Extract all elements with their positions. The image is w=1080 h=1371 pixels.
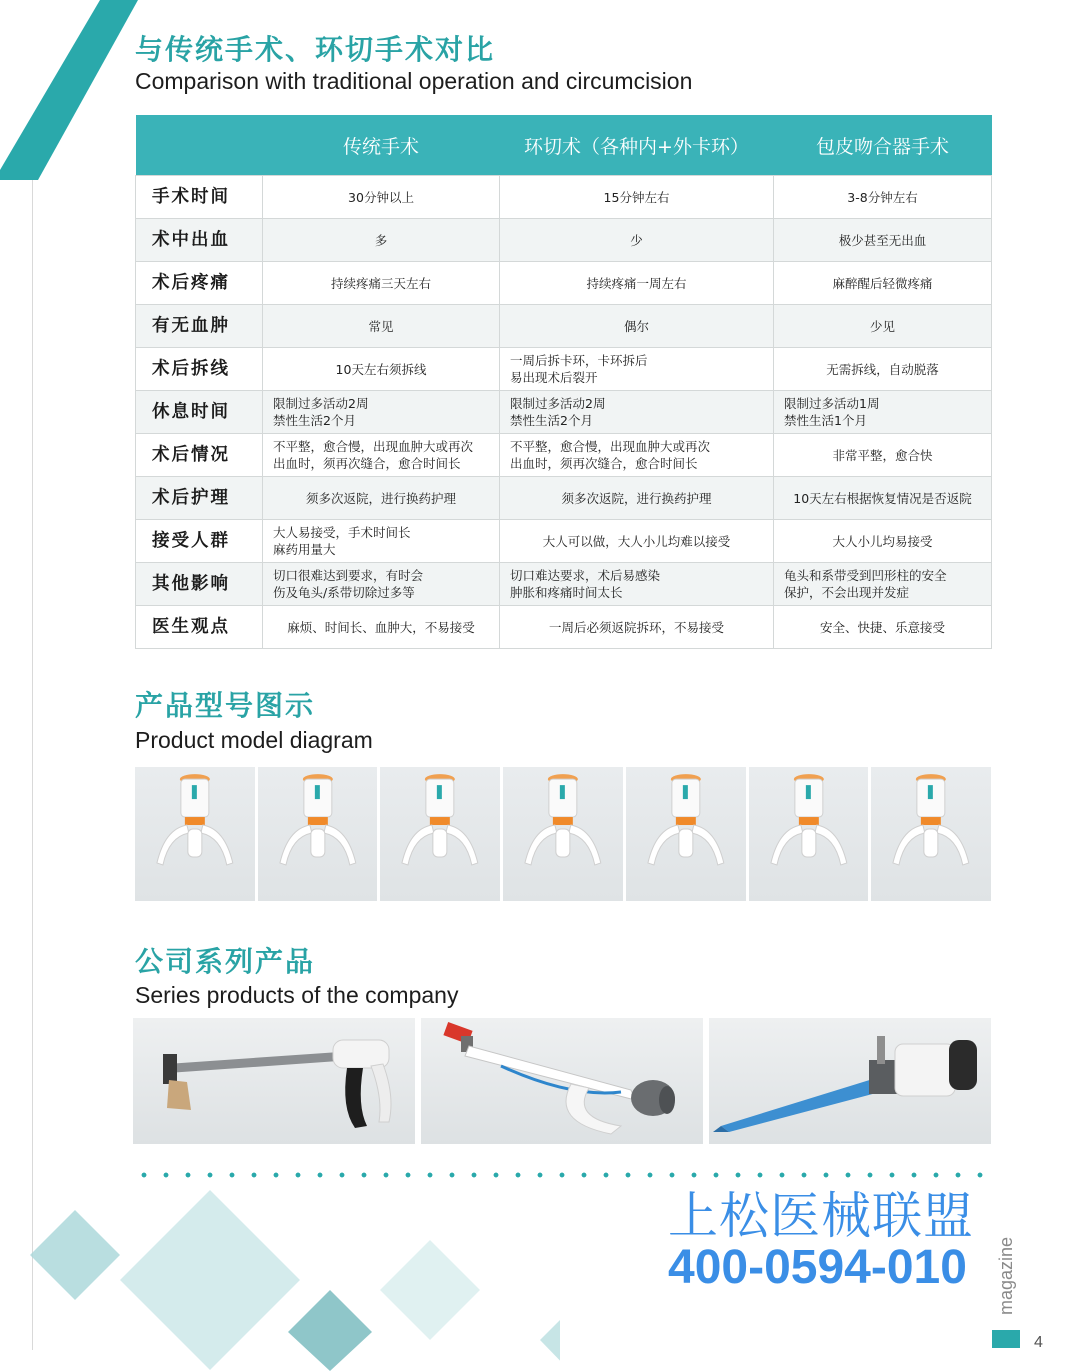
series-title-zh: 公司系列产品	[135, 945, 316, 978]
product-model-strip	[135, 767, 991, 901]
table-cell: 少	[500, 219, 774, 262]
row-label: 休息时间	[136, 391, 263, 434]
table-cell: 非常平整，愈合快	[774, 434, 992, 477]
table-cell: 麻烦、时间长、血肿大，不易接受	[263, 606, 500, 649]
row-label: 术后情况	[136, 434, 263, 477]
table-cell: 安全、快捷、乐意接受	[774, 606, 992, 649]
table-cell: 10天左右须拆线	[263, 348, 500, 391]
table-cell: 须多次返院，进行换药护理	[500, 477, 774, 520]
table-row	[136, 477, 992, 520]
page-number: 4	[1034, 1334, 1043, 1351]
table-cell: 一周后拆卡环，卡环拆后 易出现术后裂开	[500, 348, 774, 391]
row-label: 其他影响	[136, 563, 263, 606]
table-cell: 切口很难达到要求，有时会 伤及龟头/系带切除过多等	[263, 563, 500, 606]
table-cell: 常见	[263, 305, 500, 348]
table-cell: 一周后必须返院拆环，不易接受	[500, 606, 774, 649]
table-cell: 3-8分钟左右	[774, 176, 992, 219]
comparison-table	[135, 115, 992, 649]
product-model-title-en: Product model diagram	[135, 727, 373, 753]
header-traditional: 传统手术	[263, 115, 500, 176]
row-label: 术中出血	[136, 219, 263, 262]
table-cell: 30分钟以上	[263, 176, 500, 219]
row-label: 有无血肿	[136, 305, 263, 348]
table-cell: 不平整，愈合慢，出现血肿大或再次 出血时，须再次缝合，愈合时间长	[500, 434, 774, 477]
table-row	[136, 606, 992, 649]
table-cell: 须多次返院，进行换药护理	[263, 477, 500, 520]
table-cell: 限制过多活动1周 禁性生活1个月	[774, 391, 992, 434]
table-cell: 切口难达要求，术后易感染 肿胀和疼痛时间太长	[500, 563, 774, 606]
header-stapler: 包皮吻合器手术	[774, 115, 992, 176]
watermark-phone: 400-0594-010	[668, 1241, 967, 1294]
left-margin-rule	[32, 180, 33, 1350]
table-cell: 10天左右根据恢复情况是否返院	[774, 477, 992, 520]
table-cell: 偶尔	[500, 305, 774, 348]
table-row	[136, 219, 992, 262]
product-model-title-zh: 产品型号图示	[135, 689, 316, 722]
table-row	[136, 305, 992, 348]
row-label: 术后护理	[136, 477, 263, 520]
table-row	[136, 520, 992, 563]
row-label: 术后疼痛	[136, 262, 263, 305]
header-circumcision: 环切术（各种内+外卡环）	[500, 115, 774, 176]
product-model-photo	[380, 767, 500, 901]
diamond-decoration	[0, 1180, 560, 1371]
curved-stapler-photo	[421, 1018, 703, 1144]
table-cell: 不平整，愈合慢，出现血肿大或再次 出血时，须再次缝合，愈合时间长	[263, 434, 500, 477]
table-cell: 持续疼痛三天左右	[263, 262, 500, 305]
product-model-photo	[258, 767, 378, 901]
table-row	[136, 176, 992, 219]
table-cell: 大人小儿均易接受	[774, 520, 992, 563]
series-products-strip	[133, 1018, 991, 1144]
product-model-photo	[503, 767, 623, 901]
table-cell: 极少甚至无出血	[774, 219, 992, 262]
table-header-row	[136, 115, 992, 176]
watermark-name: 上松医械联盟	[668, 1187, 974, 1245]
page-marker	[992, 1330, 1020, 1348]
table-cell: 大人可以做，大人小儿均难以接受	[500, 520, 774, 563]
product-model-photo	[626, 767, 746, 901]
table-cell: 少见	[774, 305, 992, 348]
table-cell: 限制过多活动2周 禁性生活2个月	[500, 391, 774, 434]
row-label: 接受人群	[136, 520, 263, 563]
table-cell: 无需拆线，自动脱落	[774, 348, 992, 391]
comparison-title-en: Comparison with traditional operation and circumcision	[135, 68, 693, 94]
table-row	[136, 348, 992, 391]
table-cell: 限制过多活动2周 禁性生活2个月	[263, 391, 500, 434]
product-model-photo	[135, 767, 255, 901]
row-label: 医生观点	[136, 606, 263, 649]
table-cell: 持续疼痛一周左右	[500, 262, 774, 305]
table-row	[136, 563, 992, 606]
trocar-photo	[709, 1018, 991, 1144]
table-cell: 龟头和系带受到凹形柱的安全 保护，不会出现并发症	[774, 563, 992, 606]
row-label: 手术时间	[136, 176, 263, 219]
table-cell: 麻醉醒后轻微疼痛	[774, 262, 992, 305]
table-cell: 大人易接受，手术时间长 麻药用量大	[263, 520, 500, 563]
corner-stripe-decoration	[0, 0, 140, 180]
product-model-photo	[871, 767, 991, 901]
table-row	[136, 434, 992, 477]
row-label: 术后拆线	[136, 348, 263, 391]
header-empty	[136, 115, 263, 176]
linear-stapler-photo	[133, 1018, 415, 1144]
table-row	[136, 391, 992, 434]
table-row	[136, 262, 992, 305]
series-title-en: Series products of the company	[135, 982, 459, 1008]
product-model-photo	[749, 767, 869, 901]
comparison-title-zh: 与传统手术、环切手术对比	[135, 33, 496, 66]
table-cell: 15分钟左右	[500, 176, 774, 219]
table-cell: 多	[263, 219, 500, 262]
magazine-label: magazine	[996, 1236, 1016, 1315]
